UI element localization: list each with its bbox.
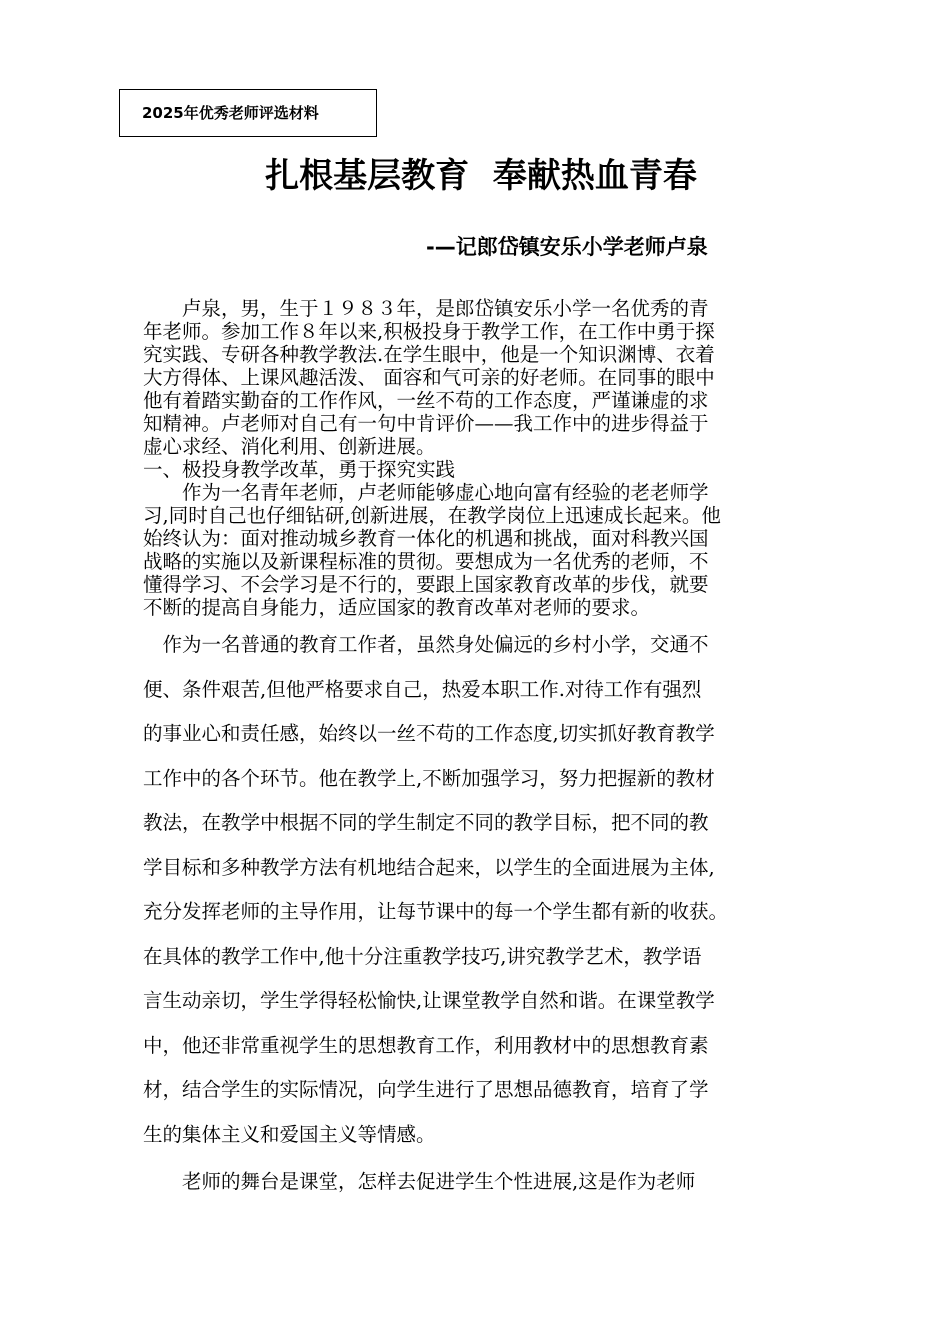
page-subtitle: -—记郎岱镇安乐小学老师卢泉 <box>426 235 708 259</box>
body-line: 生的集体主义和爱国主义等情感。 <box>143 1123 436 1146</box>
body-line: 充分发挥老师的主导作用，让每节课中的每一个学生都有新的收获。 <box>143 900 729 923</box>
body-line: 在具体的教学工作中,他十分注重教学技巧,讲究教学艺术，教学语 <box>143 945 702 968</box>
body-line: 学目标和多种教学方法有机地结合起来，以学生的全面进展为主体, <box>143 856 715 879</box>
body-line: 虚心求经、消化利用、创新进展。 <box>143 435 436 458</box>
body-line: 言生动亲切，学生学得轻松愉快,让课堂教学自然和谐。在课堂教学 <box>143 989 715 1012</box>
body-line: 习,同时自己也仔细钻研,创新进展，在教学岗位上迅速成长起来。他 <box>143 504 721 527</box>
body-line: 年老师。参加工作８年以来,积极投身于教学工作，在工作中勇于探 <box>143 320 715 343</box>
page-title: 扎根基层教育 奉献热血青春 <box>265 156 697 196</box>
body-line: 材，结合学生的实际情况，向学生进行了思想品德教育，培育了学 <box>143 1078 709 1101</box>
body-line: 知精神。卢老师对自己有一句中肯评价——我工作中的进步得益于 <box>143 412 709 435</box>
body-line: 战略的实施以及新课程标准的贯彻。要想成为一名优秀的老师，不 <box>143 550 709 573</box>
section-heading: 一、极投身教学改革，勇于探究实践 <box>143 458 456 481</box>
body-line: 老师的舞台是课堂，怎样去促进学生个性进展,这是作为老师 <box>143 1170 696 1193</box>
label-box: 2025年优秀老师评选材料 <box>119 89 377 137</box>
body-line: 作为一名普通的教育工作者，虽然身处偏远的乡村小学，交通不 <box>143 633 709 656</box>
body-line: 工作中的各个环节。他在教学上,不断加强学习，努力把握新的教材 <box>143 767 715 790</box>
body-line: 不断的提高自身能力，适应国家的教育改革对老师的要求。 <box>143 596 651 619</box>
body-line: 便、条件艰苦,但他严格要求自己，热爱本职工作.对待工作有强烈 <box>143 678 702 701</box>
body-line: 教法，在教学中根据不同的学生制定不同的教学目标，把不同的教 <box>143 811 709 834</box>
body-line: 大方得体、上课风趣活泼、 面容和气可亲的好老师。在同事的眼中 <box>143 366 715 389</box>
body-line: 始终认为：面对推动城乡教育一体化的机遇和挑战，面对科教兴国 <box>143 527 709 550</box>
body-line: 究实践、专研各种教学教法.在学生眼中，他是一个知识渊博、衣着 <box>143 343 715 366</box>
body-line: 作为一名青年老师，卢老师能够虚心地向富有经验的老老师学 <box>143 481 709 504</box>
body-line: 中，他还非常重视学生的思想教育工作，利用教材中的思想教育素 <box>143 1034 709 1057</box>
body-line: 的事业心和责任感，始终以一丝不苟的工作态度,切实抓好教育教学 <box>143 722 715 745</box>
body-line: 懂得学习、不会学习是不行的，要跟上国家教育改革的步伐，就要 <box>143 573 709 596</box>
body-line: 卢泉，男，生于１９８３年，是郎岱镇安乐小学一名优秀的青 <box>143 297 709 320</box>
body-line: 他有着踏实勤奋的工作作风，一丝不苟的工作态度，严谨谦虚的求 <box>143 389 709 412</box>
